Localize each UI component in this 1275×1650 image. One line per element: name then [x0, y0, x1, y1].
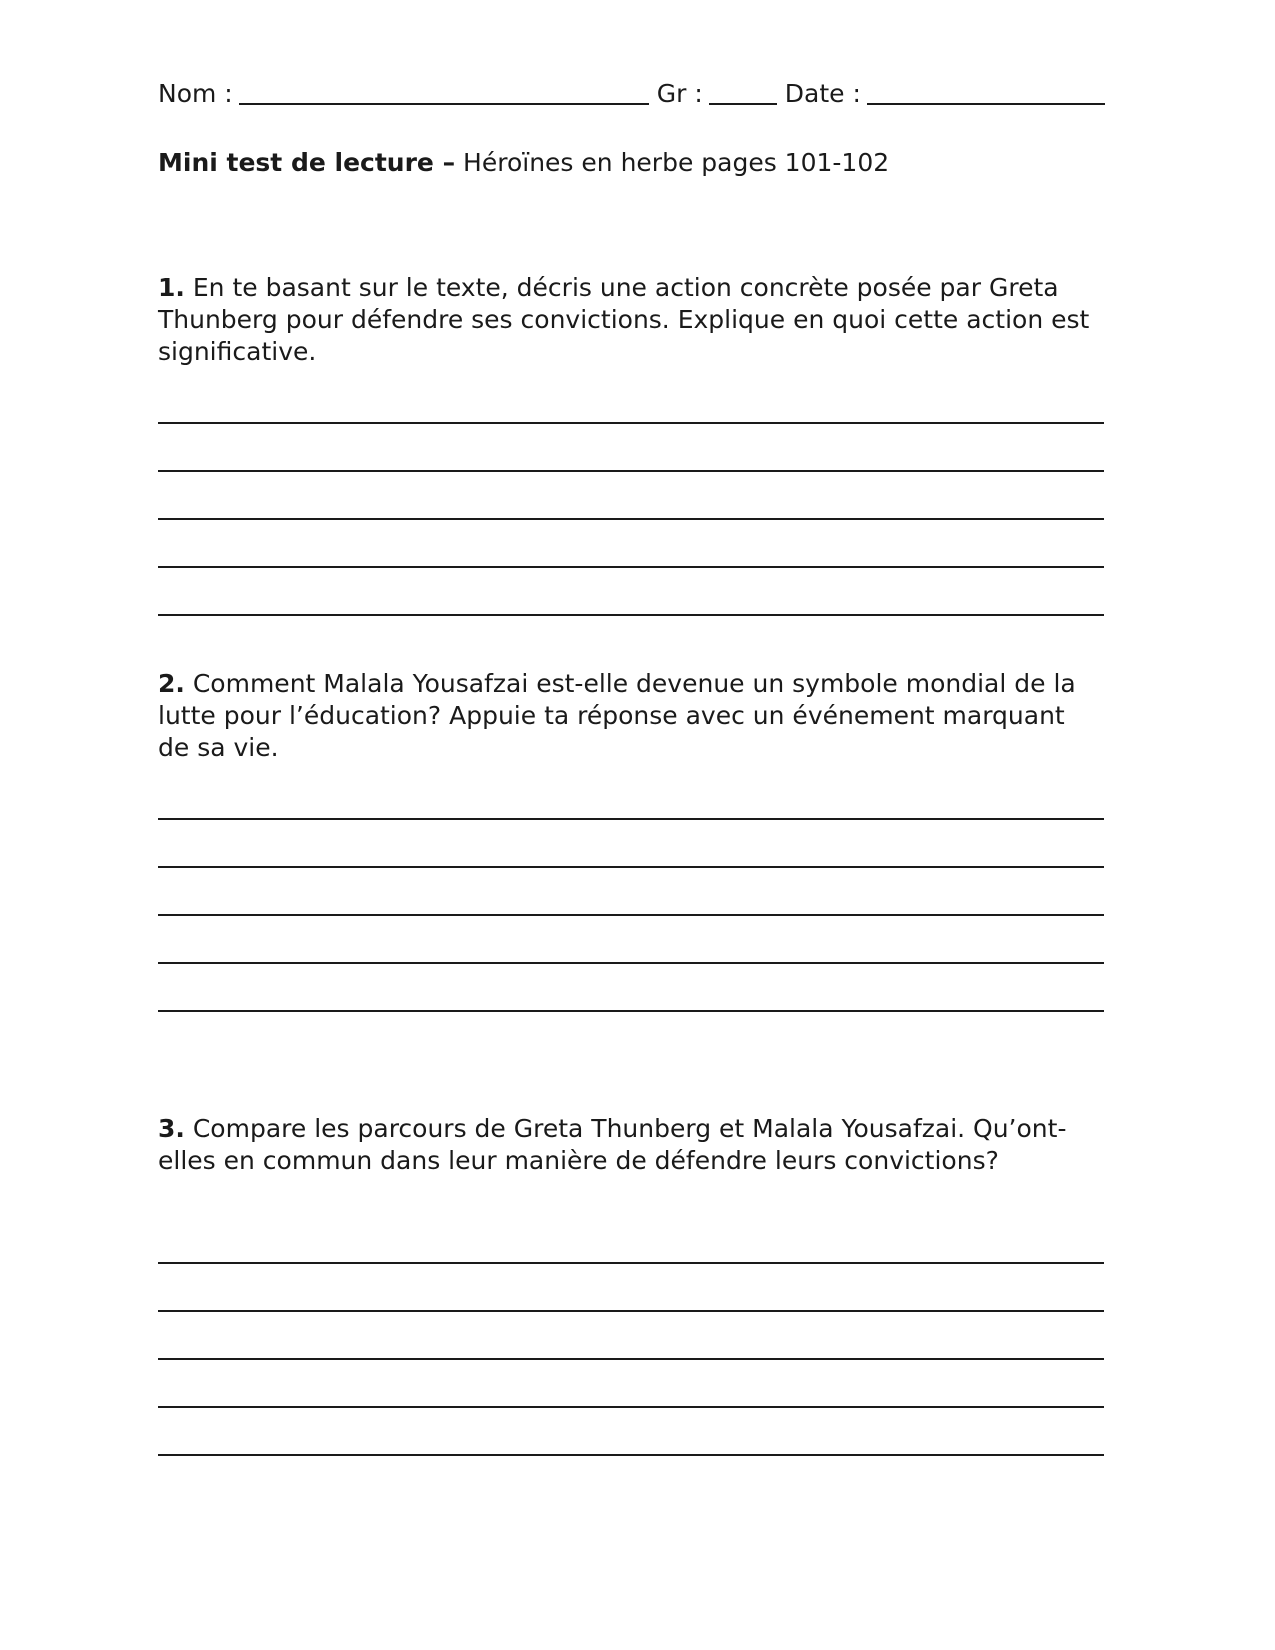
- name-blank[interactable]: [239, 79, 649, 105]
- question-number: 1.: [158, 273, 185, 302]
- answer-line[interactable]: [158, 1010, 1104, 1012]
- answer-line[interactable]: [158, 1358, 1104, 1360]
- answer-line[interactable]: [158, 818, 1104, 820]
- page-title: [158, 148, 889, 177]
- answer-line[interactable]: [158, 566, 1104, 568]
- date-label: Date :: [784, 79, 861, 108]
- title-rest: Héroïnes en herbe pages 101-102: [455, 148, 890, 177]
- answer-line[interactable]: [158, 1406, 1104, 1408]
- answer-line[interactable]: [158, 1310, 1104, 1312]
- answer-line[interactable]: [158, 1262, 1104, 1264]
- student-info-header: [158, 72, 1118, 108]
- question-2: [158, 668, 1098, 764]
- answer-line[interactable]: [158, 518, 1104, 520]
- answer-line[interactable]: [158, 422, 1104, 424]
- question-text: En te basant sur le texte, décris une action concrète posée par Greta Thunberg pour défendre ses convictions. Explique en quoi cette action est significative.: [158, 273, 1090, 366]
- answer-line[interactable]: [158, 866, 1104, 868]
- answer-line[interactable]: [158, 962, 1104, 964]
- question-number: 2.: [158, 669, 185, 698]
- answer-line[interactable]: [158, 914, 1104, 916]
- group-label: Gr :: [656, 79, 703, 108]
- question-1: [158, 272, 1098, 368]
- title-bold: Mini test de lecture –: [158, 148, 456, 177]
- question-text: Compare les parcours de Greta Thunberg et Malala Yousafzai. Qu’ont-elles en commun dans leur manière de défendre leurs convictions?: [158, 1114, 1067, 1175]
- name-label: Nom :: [158, 79, 233, 108]
- question-3: [158, 1113, 1098, 1177]
- answer-line[interactable]: [158, 614, 1104, 616]
- date-blank[interactable]: [867, 79, 1105, 105]
- answer-line[interactable]: [158, 1454, 1104, 1456]
- answer-line[interactable]: [158, 470, 1104, 472]
- question-text: Comment Malala Yousafzai est-elle devenue un symbole mondial de la lutte pour l’éducation? Appuie ta réponse avec un événement marquant de sa vie.: [158, 669, 1076, 762]
- group-blank[interactable]: [709, 79, 777, 105]
- question-number: 3.: [158, 1114, 185, 1143]
